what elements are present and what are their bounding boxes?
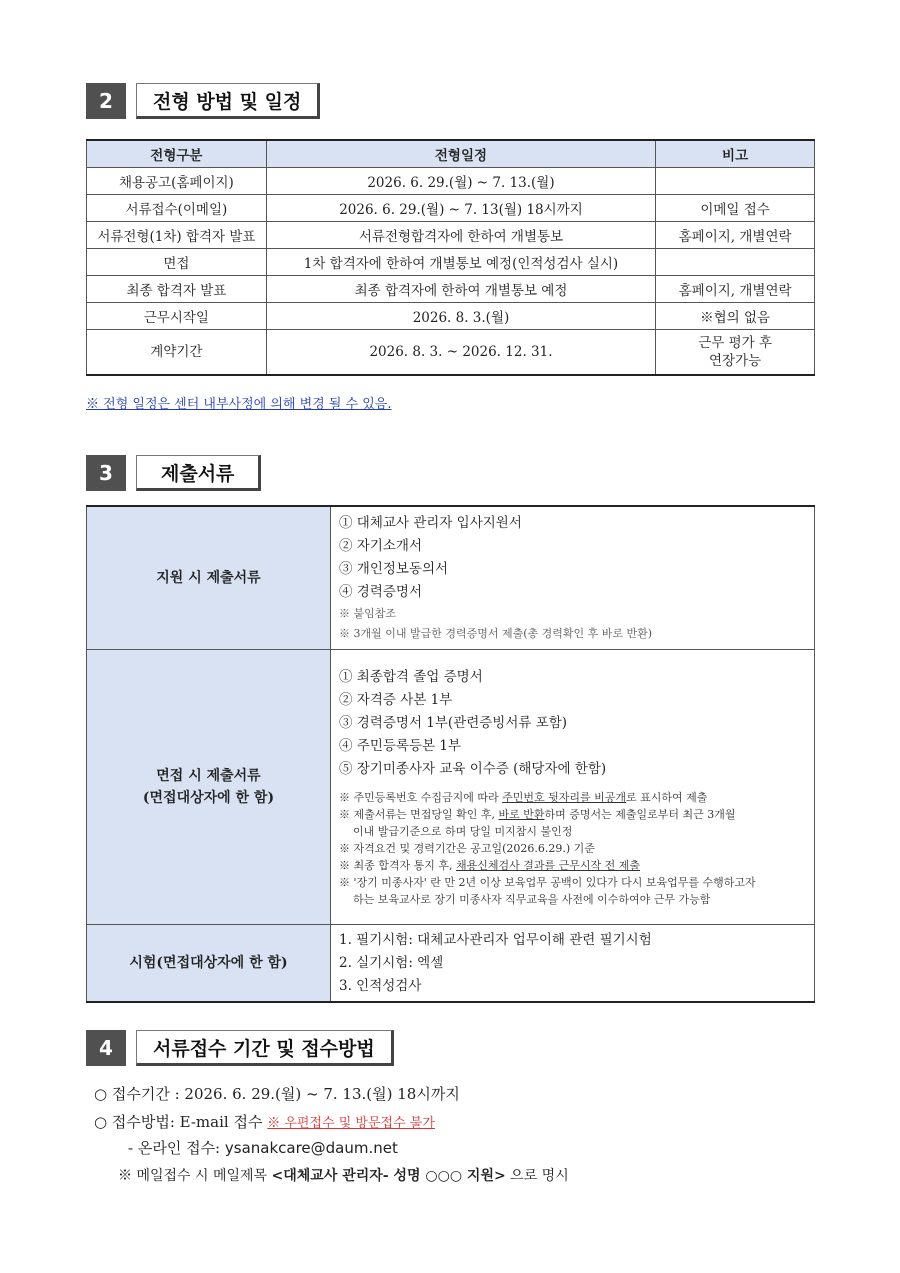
list-item: ② 자격증 사본 1부: [339, 692, 453, 708]
label-line: 면접 시 제출서류: [156, 768, 261, 784]
table-cell: 최종 합격자 발표: [87, 276, 267, 303]
exam-content: [331, 925, 815, 1003]
table-cell: [656, 330, 815, 376]
header-cell: 전형구분: [87, 140, 267, 168]
note-text: ※ 제출서류는 면접당일 확인 후, 바로 반환하며 증명서는 제출일로부터 최근 3개월: [339, 808, 736, 821]
section-number: 3: [86, 455, 126, 491]
table-cell: 서류전형(1차) 합격자 발표: [87, 222, 267, 249]
table-cell: 최종 합격자에 한하여 개별통보 예정: [266, 276, 655, 303]
apply-docs-label: 지원 시 제출서류: [87, 506, 331, 650]
list-item: ③ 개인정보동의서: [339, 561, 449, 577]
header-cell: 비고: [656, 140, 815, 168]
table-row: [87, 249, 815, 276]
list-item: ⑤ 장기미종사자 교육 이수증 (해당자에 한함): [339, 761, 607, 777]
section-title: 제출서류: [136, 455, 261, 491]
note-text: 이내 발급기준으로 하며 당일 미지참시 불인정: [353, 825, 573, 838]
cell-line: 근무 평가 후: [698, 335, 772, 351]
schedule-change-note: ※ 전형 일정은 센터 내부사정에 의해 변경 될 수 있음.: [86, 397, 392, 412]
no-mail-warning: ※ 우편접수 및 방문접수 불가: [267, 1116, 435, 1131]
note-text: ※ 최종 합격자 통지 후, 채용신체검사 결과를 근무시작 전 제출: [339, 859, 641, 872]
table-cell: [656, 249, 815, 276]
mail-title-note: ※ 메일접수 시 메일제목 <대체교사 관리자- 성명 ○○○ 지원> 으로 명시: [118, 1168, 569, 1184]
section-2-header: [86, 83, 320, 119]
table-cell: 2026. 8. 3.(월): [266, 303, 655, 330]
list-item: ③ 경력증명서 1부(관련증빙서류 포함): [339, 715, 568, 731]
table-cell: 2026. 8. 3. ~ 2026. 12. 31.: [266, 330, 655, 376]
table-cell: 계약기간: [87, 330, 267, 376]
table-row: [87, 276, 815, 303]
table-header-row: [87, 140, 815, 168]
section-title: 전형 방법 및 일정: [136, 83, 320, 119]
table-row: [87, 330, 815, 376]
interview-docs-content: [331, 650, 815, 925]
table-cell: ※협의 없음: [656, 303, 815, 330]
table-cell: 2026. 6. 29.(월) ~ 7. 13.(월): [266, 168, 655, 195]
online-receipt: - 온라인 접수: ysanakcare@daum.net: [128, 1139, 398, 1157]
table-cell: 채용공고(홈페이지): [87, 168, 267, 195]
table-row: [87, 650, 815, 925]
email-address: ysanakcare@daum.net: [224, 1139, 398, 1157]
table-cell: 서류접수(이메일): [87, 195, 267, 222]
apply-docs-content: [331, 506, 815, 650]
table-cell: [656, 168, 815, 195]
section-4-header: [86, 1030, 394, 1066]
exam-label: 시험(면접대상자에 한 함): [87, 925, 331, 1003]
list-item: ④ 경력증명서: [339, 584, 422, 600]
note-text: 하는 보육교사로 장기 미종사자 직무교육을 사전에 이수하여야 근무 가능함: [353, 893, 711, 906]
table-row: [87, 222, 815, 249]
list-item: 1. 필기시험: 대체교사관리자 업무이해 관련 필기시험: [339, 931, 652, 948]
receipt-method: ○ 접수방법: E-mail 접수 ※ 우편접수 및 방문접수 불가: [94, 1113, 435, 1131]
header-cell: 전형일정: [266, 140, 655, 168]
table-row: [87, 303, 815, 330]
receipt-period: ○ 접수기간 : 2026. 6. 29.(월) ~ 7. 13.(월) 18시까지: [94, 1085, 460, 1103]
note-text: ※ '장기 미종사자' 란 만 2년 이상 보육업무 공백이 있다가 다시 보육업무를 수행하고자: [339, 876, 756, 889]
cell-line: 연장가능: [709, 353, 762, 369]
table-row: [87, 506, 815, 650]
table-row: [87, 168, 815, 195]
table-cell: 근무시작일: [87, 303, 267, 330]
interview-docs-label: [87, 650, 331, 925]
table-cell: 홈페이지, 개별연락: [656, 276, 815, 303]
note-text: ※ 주민등록번호 수집금지에 따라 주민번호 뒷자리를 비공개로 표시하여 제출: [339, 791, 708, 804]
note-text: ※ 자격요건 및 경력기간은 공고일(2026.6.29.) 기준: [339, 842, 595, 855]
table-row: [87, 195, 815, 222]
label-line: (면접대상자에 한 함): [142, 790, 275, 806]
list-item: ④ 주민등록등본 1부: [339, 738, 461, 754]
list-item: ① 대체교사 관리자 입사지원서: [339, 515, 522, 531]
table-cell: 면접: [87, 249, 267, 276]
table-cell: 홈페이지, 개별연락: [656, 222, 815, 249]
documents-table: [86, 505, 815, 1003]
table-cell: 이메일 접수: [656, 195, 815, 222]
section-number: 4: [86, 1030, 126, 1066]
list-item: 2. 실기시험: 엑셀: [339, 954, 444, 971]
section-number: 2: [86, 83, 126, 119]
schedule-table: [86, 139, 815, 376]
note-text: ※ 3개월 이내 발급한 경력증명서 제출(총 경력확인 후 바로 반환): [339, 627, 653, 640]
section-title: 서류접수 기간 및 접수방법: [136, 1030, 394, 1066]
list-item: ① 최종합격 졸업 증명서: [339, 669, 483, 685]
section-3-header: [86, 455, 261, 491]
list-item: 3. 인적성검사: [339, 977, 422, 994]
table-cell: 서류전형합격자에 한하여 개별통보: [266, 222, 655, 249]
note-text: ※ 붙임참조: [339, 607, 397, 620]
table-row: [87, 925, 815, 1003]
table-cell: 1차 합격자에 한하여 개별통보 예정(인적성검사 실시): [266, 249, 655, 276]
table-cell: 2026. 6. 29.(월) ~ 7. 13(월) 18시까지: [266, 195, 655, 222]
list-item: ② 자기소개서: [339, 538, 422, 554]
